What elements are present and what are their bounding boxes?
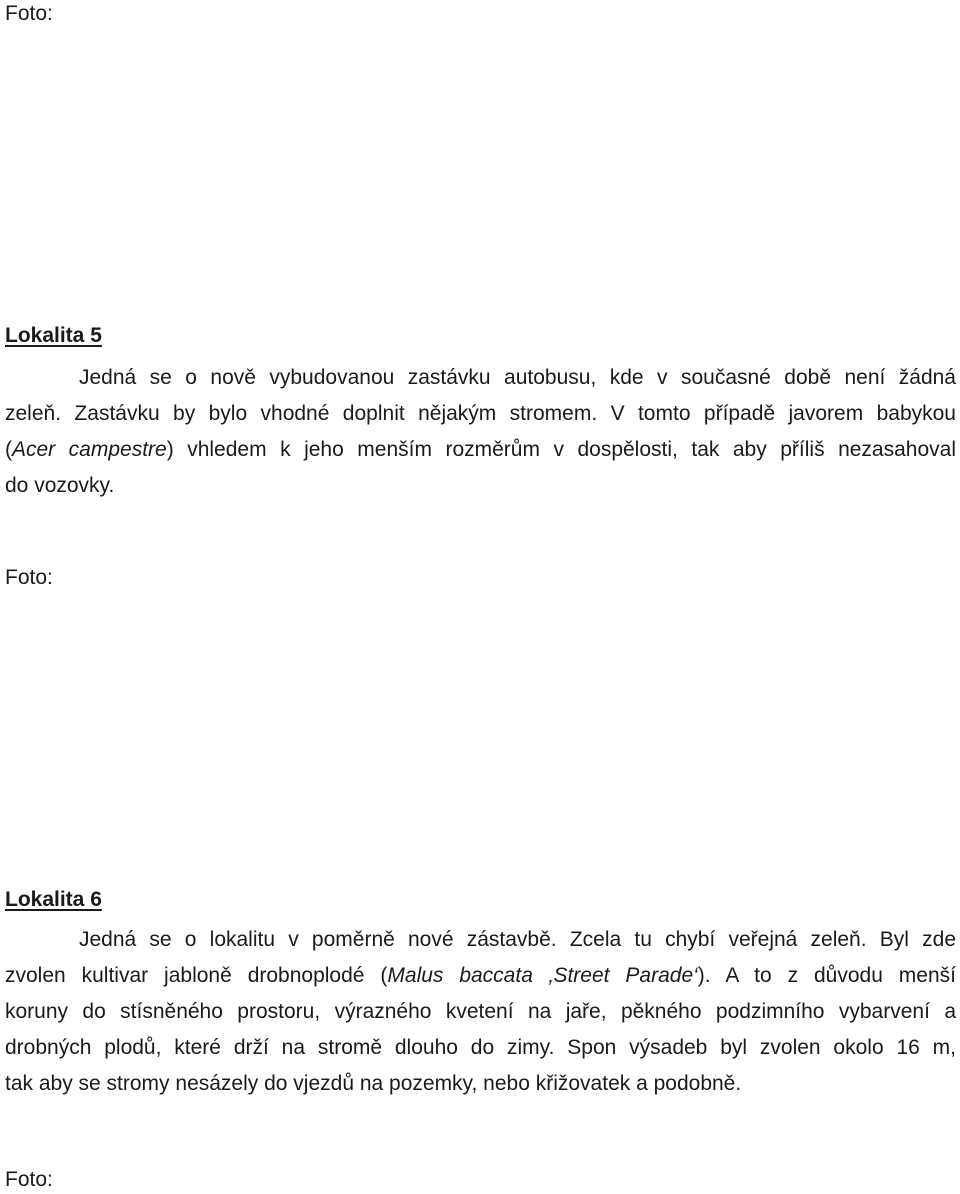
section-heading-lokalita-5: Lokalita 5 (5, 324, 102, 347)
species-name-italic: Malus baccata ‚Street Parade‘ (387, 964, 698, 987)
text-run: ) vhledem k jeho menším rozměrům v dospělosti, tak aby příliš nezasahoval (166, 438, 956, 461)
photo-label-top: Foto: (5, 2, 53, 25)
paragraph-line: Jedná se o nově vybudovanou zastávku autobusu, kde v současné době není žádná (79, 366, 956, 389)
paragraph-line: koruny do stísněného prostoru, výrazného kvetení na jaře, pěkného podzimního vybarvení a (5, 1000, 956, 1023)
paragraph-line: zeleň. Zastávku by bylo vhodné doplnit nějakým stromem. V tomto případě javorem babykou (5, 402, 956, 425)
section-heading-lokalita-6: Lokalita 6 (5, 888, 102, 911)
species-name-italic: Acer campestre (12, 438, 167, 461)
paragraph-line (5, 432, 956, 468)
text-run: zvolen kultivar jabloně drobnoplodé ( (5, 964, 388, 987)
section-5-paragraph (5, 360, 956, 504)
paragraph-line: tak aby se stromy nesázely do vjezdů na pozemky, nebo křižovatek a podobně. (5, 1072, 742, 1095)
section-6-paragraph (5, 922, 956, 1102)
paragraph-line: drobných plodů, které drží na stromě dlouho do zimy. Spon výsadeb byl zvolen okolo 16 m, (5, 1036, 956, 1059)
paragraph-line: do vozovky. (5, 474, 115, 497)
photo-label-lokalita-6: Foto: (5, 1168, 53, 1191)
photo-label-lokalita-5: Foto: (5, 566, 53, 589)
text-run: ( (5, 438, 12, 461)
paragraph-line (5, 958, 956, 994)
paragraph-line: Jedná se o lokalitu v poměrně nové zástavbě. Zcela tu chybí veřejná zeleň. Byl zde (79, 928, 956, 951)
text-run: ). A to z důvodu menší (697, 964, 956, 987)
